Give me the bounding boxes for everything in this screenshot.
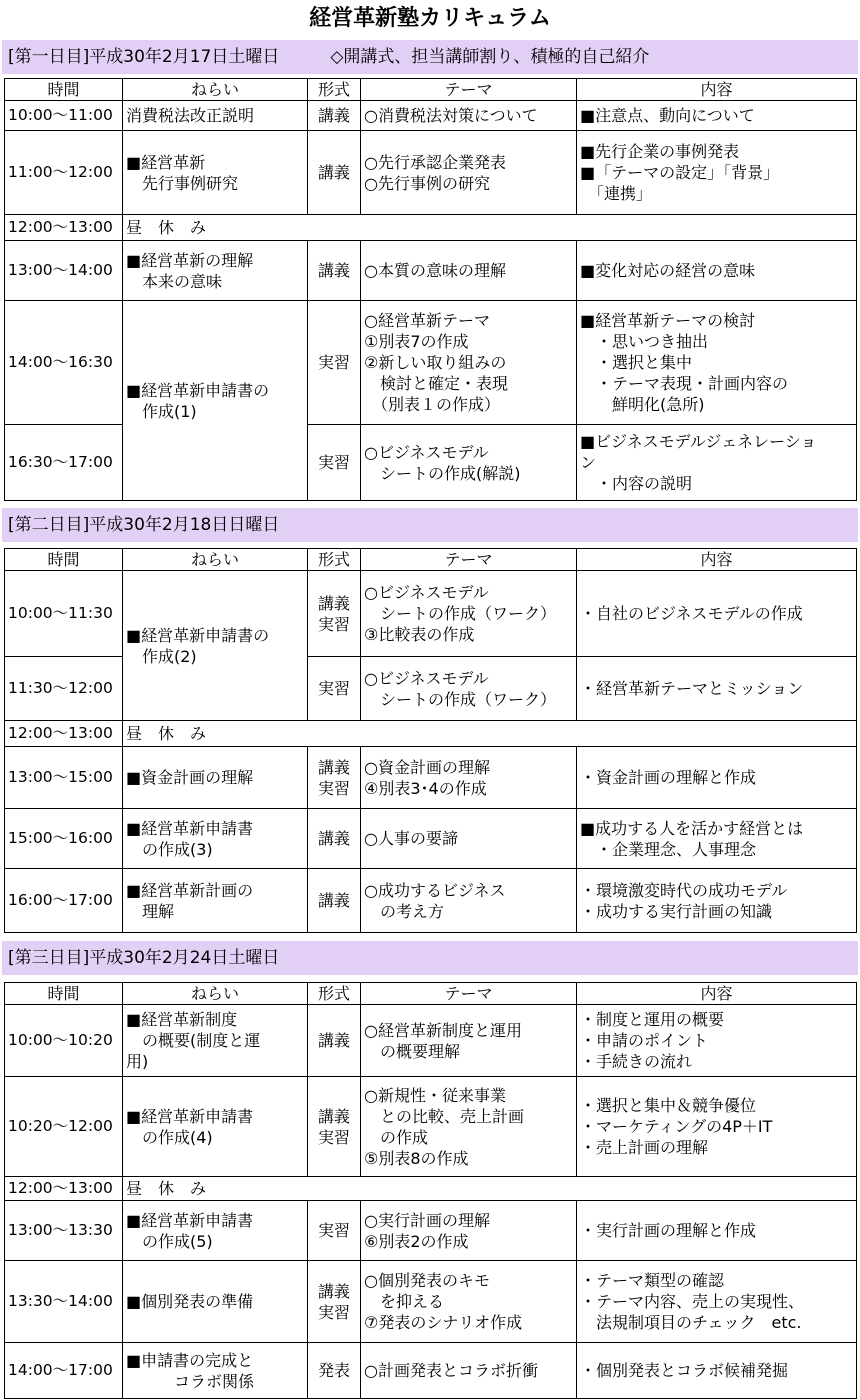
time-cell: 10:00～11:00 [5,101,123,131]
table-row [5,1343,857,1399]
theme-cell: ○ビジネスモデル シートの作成（ワーク） ③比較表の作成 [361,571,577,657]
content-cell: ・個別発表とコラボ候補発掘 [577,1343,857,1399]
time-cell: 12:00～13:00 [5,215,123,241]
table-row [5,869,857,933]
time-cell: 14:00～17:00 [5,1343,123,1399]
day1-header-note: ◇開講式、担当講師割り、積極的自己紹介 [330,47,650,67]
format-cell: 講義 [308,869,361,933]
table-row [5,809,857,869]
time-cell: 10:00～10:20 [5,1005,123,1077]
day3-header-date: [第三日目]平成30年2月24日土曜日 [8,948,280,968]
format-cell: 講義 [308,809,361,869]
theme-cell: ○ビジネスモデル シートの作成（ワーク） [361,657,577,721]
header-content: 内容 [577,549,857,571]
content-cell: ・環境激変時代の成功モデル ・成功する実行計画の知識 [577,869,857,933]
theme-cell: ○ビジネスモデル シートの作成(解説) [361,425,577,501]
time-cell: 11:00～12:00 [5,131,123,215]
time-cell: 12:00～13:00 [5,1177,123,1201]
time-cell: 10:20～12:00 [5,1077,123,1177]
content-cell: ・制度と運用の概要 ・申請のポイント ・手続きの流れ [577,1005,857,1077]
table-header-row [5,549,857,571]
lunch-label: 昼 休 み [123,215,857,241]
theme-cell: ○実行計画の理解 ⑥別表2の作成 [361,1201,577,1261]
content-cell: ・自社のビジネスモデルの作成 [577,571,857,657]
theme-cell: ○経営革新制度と運用 の概要理解 [361,1005,577,1077]
header-theme: テーマ [361,549,577,571]
format-cell: 実習 [308,657,361,721]
content-cell: ■注意点、動向について [577,101,857,131]
aim-cell: ■経営革新申請書 の作成(3) [123,809,308,869]
aim-cell: ■経営革新 先行事例研究 [123,131,308,215]
format-cell: 実習 [308,1201,361,1261]
content-cell: ■先行企業の事例発表 ■「テーマの設定」「背景」 「連携」 [577,131,857,215]
content-cell: ・選択と集中＆競争優位 ・マーケティングの4P＋IT ・売上計画の理解 [577,1077,857,1177]
aim-cell: ■個別発表の準備 [123,1261,308,1343]
day2-header [2,508,858,542]
aim-cell: ■経営革新申請書の 作成(2) [123,571,308,721]
aim-cell: ■経営革新計画の 理解 [123,869,308,933]
lunch-label: 昼 休 み [123,721,857,747]
table-header-row [5,79,857,101]
aim-cell: 消費税法改正説明 [123,101,308,131]
header-format: 形式 [308,549,361,571]
day3-header [2,941,858,975]
format-cell: 講義 [308,101,361,131]
table-row [5,1261,857,1343]
format-cell: 講義 実習 [308,571,361,657]
aim-cell: ■経営革新申請書 の作成(4) [123,1077,308,1177]
theme-cell: ○資金計画の理解 ④別表3･4の作成 [361,747,577,809]
time-cell: 10:00～11:30 [5,571,123,657]
content-cell: ■ビジネスモデルジェネレーショ ン ・内容の説明 [577,425,857,501]
format-cell: 講義 [308,241,361,301]
theme-cell: ○成功するビジネス の考え方 [361,869,577,933]
format-cell: 実習 [308,425,361,501]
aim-cell: ■経営革新申請書の 作成(1) [123,301,308,501]
time-cell: 16:00～17:00 [5,869,123,933]
lunch-label: 昼 休 み [123,1177,857,1201]
aim-cell: ■経営革新の理解 本来の意味 [123,241,308,301]
table-row [5,301,857,425]
day1-header-date: [第一日目]平成30年2月17日土曜日 [8,47,280,67]
table-header-row [5,983,857,1005]
time-cell: 13:00～15:00 [5,747,123,809]
time-cell: 16:30～17:00 [5,425,123,501]
header-content: 内容 [577,983,857,1005]
format-cell: 講義 [308,131,361,215]
theme-cell: ○経営革新テーマ ①別表7の作成 ②新しい取り組みの 検討と確定・表現 （別表１の作成） [361,301,577,425]
theme-cell: ○個別発表のキモ を抑える ⑦発表のシナリオ作成 [361,1261,577,1343]
table-row [5,571,857,657]
lunch-row [5,1177,857,1201]
content-cell: ・経営革新テーマとミッション [577,657,857,721]
theme-cell: ○先行承認企業発表 ○先行事例の研究 [361,131,577,215]
content-cell: ■経営革新テーマの検討 ・思いつき抽出 ・選択と集中 ・テーマ表現・計画内容の 鮮明化(急所) [577,301,857,425]
day3-schedule-table [4,982,857,1399]
header-time: 時間 [5,549,123,571]
lunch-row [5,215,857,241]
table-row [5,241,857,301]
format-cell: 講義 実習 [308,1261,361,1343]
table-row [5,131,857,215]
aim-cell: ■申請書の完成と コラボ関係 [123,1343,308,1399]
content-cell: ・実行計画の理解と作成 [577,1201,857,1261]
header-theme: テーマ [361,983,577,1005]
page-title: 経営革新塾カリキュラム [309,6,551,31]
format-cell: 発表 [308,1343,361,1399]
day1-schedule-table [4,78,857,501]
content-cell: ・テーマ類型の確認 ・テーマ内容、売上の実現性、 法規制項目のチェック etc. [577,1261,857,1343]
format-cell: 講義 [308,1005,361,1077]
table-row [5,101,857,131]
header-aim: ねらい [123,549,308,571]
aim-cell: ■経営革新制度 の概要(制度と運 用) [123,1005,308,1077]
time-cell: 14:00～16:30 [5,301,123,425]
time-cell: 15:00～16:00 [5,809,123,869]
day1-header [2,40,858,74]
table-row [5,1077,857,1177]
content-cell: ・資金計画の理解と作成 [577,747,857,809]
header-content: 内容 [577,79,857,101]
header-format: 形式 [308,79,361,101]
format-cell: 講義 実習 [308,1077,361,1177]
day2-schedule-table [4,548,857,933]
header-theme: テーマ [361,79,577,101]
aim-cell: ■資金計画の理解 [123,747,308,809]
time-cell: 11:30～12:00 [5,657,123,721]
table-row [5,1201,857,1261]
format-cell: 講義 実習 [308,747,361,809]
day2-header-date: [第二日目]平成30年2月18日日曜日 [8,515,280,535]
aim-cell: ■経営革新申請書 の作成(5) [123,1201,308,1261]
time-cell: 13:00～14:00 [5,241,123,301]
header-format: 形式 [308,983,361,1005]
header-time: 時間 [5,983,123,1005]
table-row [5,747,857,809]
theme-cell: ○新規性・従来事業 との比較、売上計画 の作成 ⑤別表8の作成 [361,1077,577,1177]
format-cell: 実習 [308,301,361,425]
header-time: 時間 [5,79,123,101]
time-cell: 12:00～13:00 [5,721,123,747]
header-aim: ねらい [123,983,308,1005]
table-row [5,1005,857,1077]
time-cell: 13:30～14:00 [5,1261,123,1343]
theme-cell: ○計画発表とコラボ折衝 [361,1343,577,1399]
time-cell: 13:00～13:30 [5,1201,123,1261]
theme-cell: ○人事の要諦 [361,809,577,869]
header-aim: ねらい [123,79,308,101]
lunch-row [5,721,857,747]
content-cell: ■変化対応の経営の意味 [577,241,857,301]
content-cell: ■成功する人を活かす経営とは ・企業理念、人事理念 [577,809,857,869]
theme-cell: ○消費税法対策について [361,101,577,131]
theme-cell: ○本質の意味の理解 [361,241,577,301]
